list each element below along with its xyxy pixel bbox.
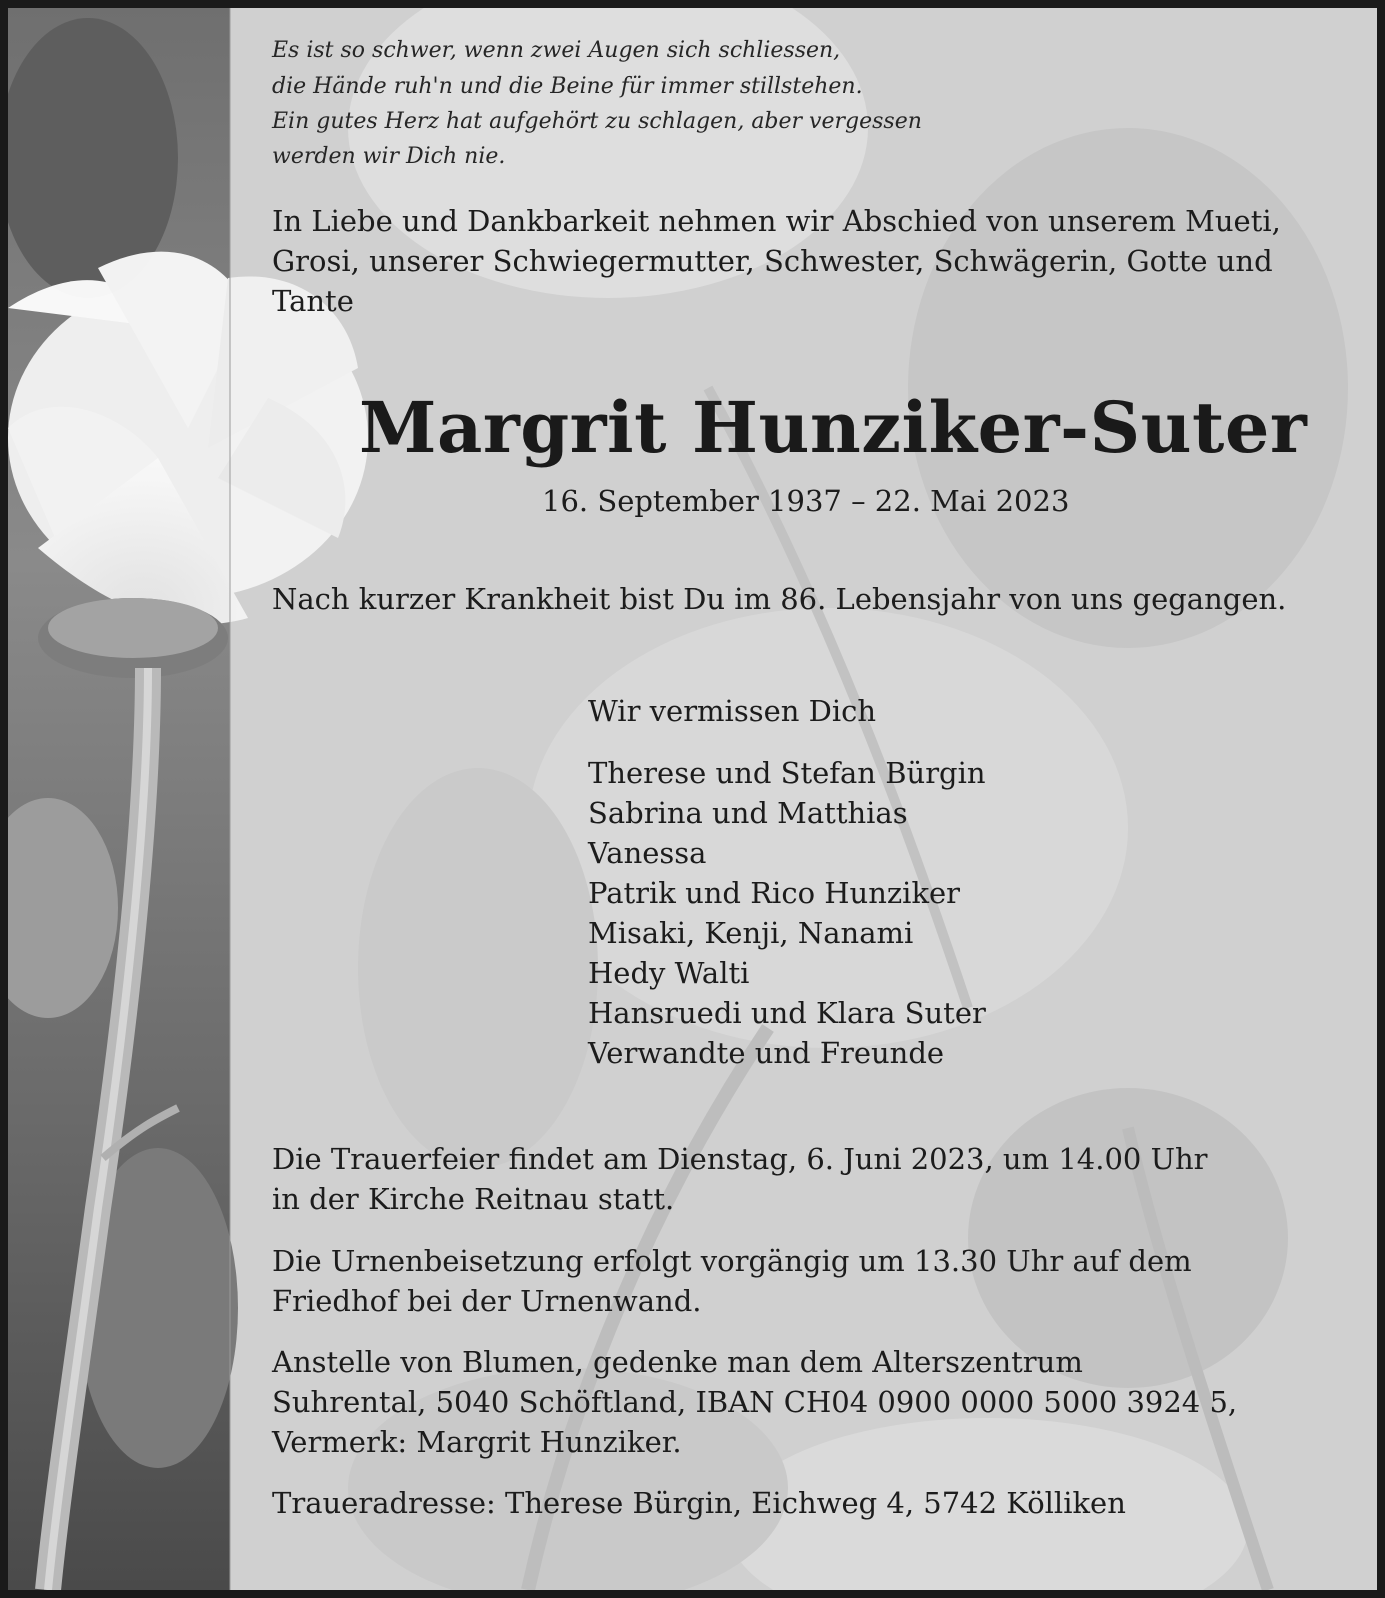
- mourning-address: Traueradresse: Therese Bürgin, Eichweg 4, 5742 Kölliken: [272, 1486, 1126, 1520]
- poem-line: Es ist so schwer, wenn zwei Augen sich schliessen,: [272, 38, 841, 63]
- deceased-name: Margrit Hunziker-Suter: [359, 386, 1308, 469]
- donation-line: Suhrental, 5040 Schöftland, IBAN CH04 0900 0000 5000 3924 5,: [272, 1385, 1238, 1419]
- mourner-name: Hansruedi und Klara Suter: [588, 996, 986, 1030]
- mourner-name: Sabrina und Matthias: [588, 796, 908, 830]
- intro-line: Grosi, unserer Schwiegermutter, Schwester, Schwägerin, Gotte und: [272, 244, 1273, 278]
- life-dates: 16. September 1937 – 22. Mai 2023: [542, 484, 1070, 518]
- mourner-name: Therese und Stefan Bürgin: [588, 756, 986, 790]
- mourner-name: Verwandte und Freunde: [588, 1036, 945, 1070]
- passing-note: Nach kurzer Krankheit bist Du im 86. Lebensjahr von uns gegangen.: [272, 582, 1287, 616]
- donation-line: Anstelle von Blumen, gedenke man dem Alterszentrum: [272, 1345, 1083, 1379]
- mourner-name: Hedy Walti: [588, 956, 750, 990]
- mourners-heading: Wir vermissen Dich: [588, 694, 877, 728]
- intro-line: In Liebe und Dankbarkeit nehmen wir Abschied von unserem Mueti,: [272, 204, 1281, 238]
- intro-line: Tante: [272, 284, 354, 318]
- urn-burial-line: Friedhof bei der Urnenwand.: [272, 1284, 702, 1318]
- poem-line: Ein gutes Herz hat aufgehört zu schlagen, aber vergessen: [272, 109, 922, 134]
- poem-line: werden wir Dich nie.: [272, 144, 506, 169]
- mourner-name: Misaki, Kenji, Nanami: [588, 916, 914, 950]
- mourner-name: Vanessa: [588, 836, 707, 870]
- urn-burial-line: Die Urnenbeisetzung erfolgt vorgängig um 13.30 Uhr auf dem: [272, 1244, 1192, 1278]
- ceremony-line: in der Kirche Reitnau statt.: [272, 1182, 675, 1216]
- donation-line: Vermerk: Margrit Hunziker.: [272, 1425, 682, 1459]
- mourner-name: Patrik und Rico Hunziker: [588, 876, 961, 910]
- ceremony-line: Die Trauerfeier findet am Dienstag, 6. Juni 2023, um 14.00 Uhr: [272, 1142, 1208, 1176]
- poem-line: die Hände ruh'n und die Beine für immer stillstehen.: [272, 74, 863, 99]
